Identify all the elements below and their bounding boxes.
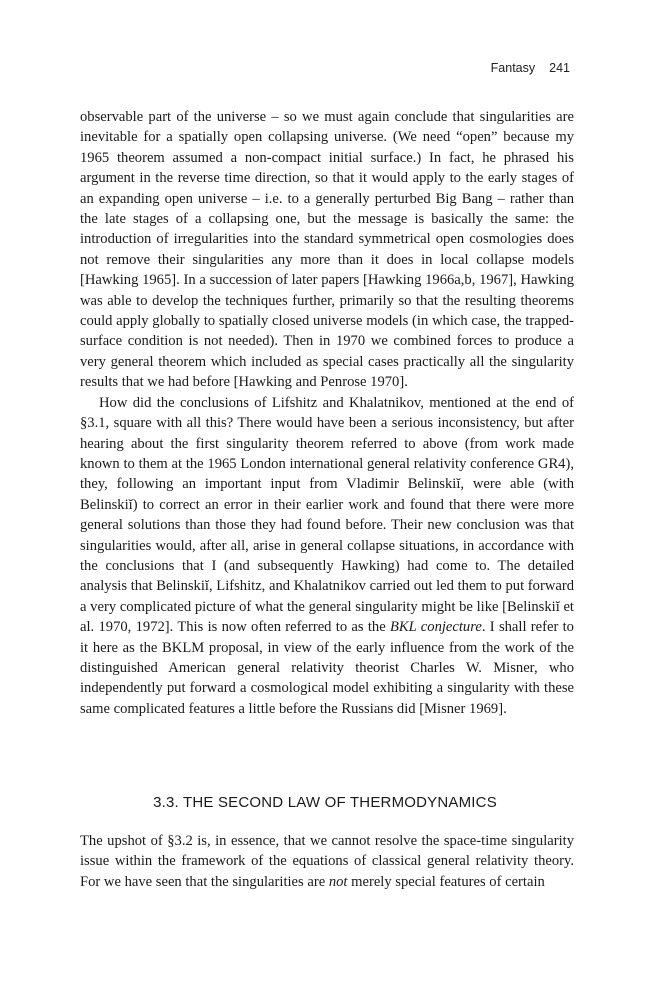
section-paragraph-text-a: The upshot of §3.2 is, in essence, that we cannot resolve the space-time singularity issue within the framework of the equations of classical general relativity theory. For we have seen that the singularities are (80, 833, 574, 890)
section-heading: 3.3. THE SECOND LAW OF THERMODYNAMICS (153, 794, 497, 811)
emphasis-not: not (328, 873, 348, 890)
running-head (491, 61, 570, 75)
paragraph-2-text-a: How did the conclusions of Lifshitz and Khalatnikov, mentioned at the end of §3.1, square with all this? There would have been a serious inconsistency, but after hearing about the first singularity theorem referred to above (from work made known to them at the 1965 London international general relativity conference GR4), they, following an important input from Vladimir Belinskiĭ, were able (with Belinskiĭ) to correct an error in their earlier work and found that there were more general solutions than those they had found before. Their new conclusion was that singularities would, after all, arise in general collapse situations, in accordance with the conclusions that I (and subsequently Hawking) had come to. The detailed analysis that Belinskiĭ, Lifshitz, and Khalatnikov carried out led them to put forward a very complicated picture of what the general singularity might be like [Belinskiĭ et al. 1970, 1972]. This is now often referred to as the (80, 394, 574, 636)
bkl-conjecture-term: BKL conjecture (390, 619, 482, 636)
section-text-block (80, 831, 574, 892)
section-paragraph-1 (80, 831, 574, 892)
main-text-block (80, 107, 574, 719)
page-number: 241 (549, 61, 570, 75)
paragraph-1-text: observable part of the universe – so we must again conclude that singularities are inevitable for a spatially open collapsing universe. (We need “open” because my 1965 theorem assumed a non-compact initial surface.) In fact, he phrased his argument in the reverse time direction, so that it would apply to the early stages of an expanding open universe – i.e. to a generally perturbed Big Bang – rather than the late stages of a collapsing one, but the message is basically the same: the introduction of irregularities into the standard symmetrical open cosmologies does not remove their singularities any more than it does in local collapse models [Hawking 1965]. In a succession of later papers [Hawking 1966a,b, 1967], Hawking was able to develop the techniques further, primarily so that the resulting theorems could apply globally to spatially closed universe models (in which case, the trapped-surface condition is not needed). Then in 1970 we combined forces to produce a very general theorem which included as special cases practically all the singularity results that we had before [Hawking and Penrose 1970]. (80, 109, 574, 391)
paragraph-1 (80, 107, 574, 393)
section-paragraph-text-b: merely special features of certain (347, 873, 545, 890)
paragraph-2 (80, 393, 574, 720)
running-title: Fantasy (490, 61, 536, 75)
paragraph-2-text-b: . I shall refer to it here as the BKLM proposal, in view of the early influence from the work of the distinguished American general relativity theorist Charles W. Misner, who independently put forward a cosmological model exhibiting a singularity with these same complicated features a little before the Russians did [Misner 1969]. (80, 619, 574, 717)
